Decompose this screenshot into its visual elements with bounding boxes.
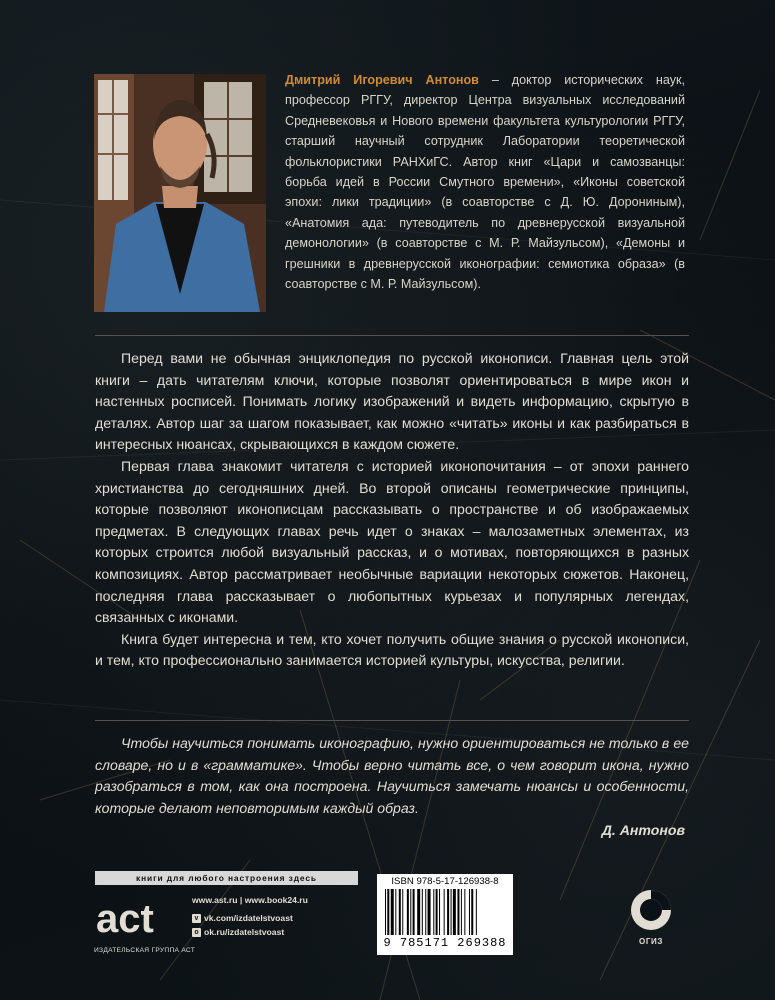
author-name: Дмитрий Игоревич Антонов [285,73,479,87]
publisher-label: ИЗДАТЕЛЬСКАЯ ГРУППА АСТ [94,947,196,954]
description-paragraph: Книга будет интересна и тем, кто хочет получить общие знания о русской иконописи, и тем, кто профессионально занимается историей культуры, искусства, религии. [95,630,689,669]
divider [95,335,689,336]
ok-link-text: ok.ru/izdatelstvoast [204,927,285,937]
publisher-websites[interactable]: www.ast.ru | www.book24.ru [192,895,308,905]
ok-icon: o [192,928,201,937]
barcode-bars [383,889,507,935]
author-bio [285,70,685,294]
description-paragraph: Первая глава знакомит читателя с историей иконопочитания – от эпохи раннего христианства до сегодняшних дней. Во второй описаны геометрические принципы, которые позволяют иконописцам рассказывать о пространстве и об изображаемых предметах. В следующих главах речь идет о знаках – малозаметных элементах, из которых строится любой визуальный рассказ, и о мотивах, повторяющихся в разных композициях. Автор рассматривает необычные вариации некоторых сюжетов. Наконец, последняя глава рассказывает о любопытных курьезах и популярных легендах, связанных с иконами. [95,457,689,626]
vk-link-text: vk.com/izdatelstvoast [204,913,293,923]
quote-author: Д. Антонов [601,822,685,838]
author-quote: Чтобы научиться понимать иконографию, нужно ориентироваться не только в ее словаре, но и в «грамматике». Чтобы верно читать все, о чем говорит икона, нужно разобраться в том, как она построена. Научиться замечать нюансы и особенности, которые делают неповторимым каждый образ. [95,735,689,816]
ogiz-logo-icon [629,888,673,932]
author-photo [94,74,266,312]
barcode-number: 9 785171 269388 [383,936,507,950]
slogan-bar: книги для любого настроения здесь [95,871,358,885]
ast-logo-text: act [96,897,154,940]
isbn: ISBN 978-5-17-126938-8 [391,876,499,887]
ast-logo-icon [96,894,180,940]
barcode [377,874,513,955]
book-description [95,348,689,672]
imprint-label: ОГИЗ [639,937,663,946]
description-paragraph: Перед вами не обычная энциклопедия по русской иконописи. Главная цель этой книги – дать читателям ключи, которые позволят ориентироваться в мире икон и настенных росписей. Понимать логику изображений и видеть информацию, скрытую в деталях. Автор шаг за шагом показывает, как можно «читать» иконы и как разбираться в интересных нюансах, скрывающихся в каждом сюжете. [95,350,689,453]
vk-icon: v [192,914,201,923]
vk-link[interactable] [192,913,293,923]
author-bio-text: – доктор исторических наук, профессор РГГУ, директор Центра визуальных исследований Средневековья и Нового времени факультета культурологии РГГУ, старший научный сотрудник Лаборатории теоретической фольклористики РАНХиГС. Автор книг «Цари и самозванцы: борьба идей в России Смутного времени», «Иконы советской эпохи: лики традиции» (в соавторстве с Д. Ю. Дорониным), «Анатомия ада: путеводитель по древнерусской визуальной демонологии» (в соавторстве с М. Р. Майзульсом), «Демоны и грешники в древнерусской иконографии: семиотика образа» (в соавторстве с М. Р. Майзульсом). [285,73,685,292]
divider [95,720,689,721]
ok-link[interactable] [192,927,284,937]
